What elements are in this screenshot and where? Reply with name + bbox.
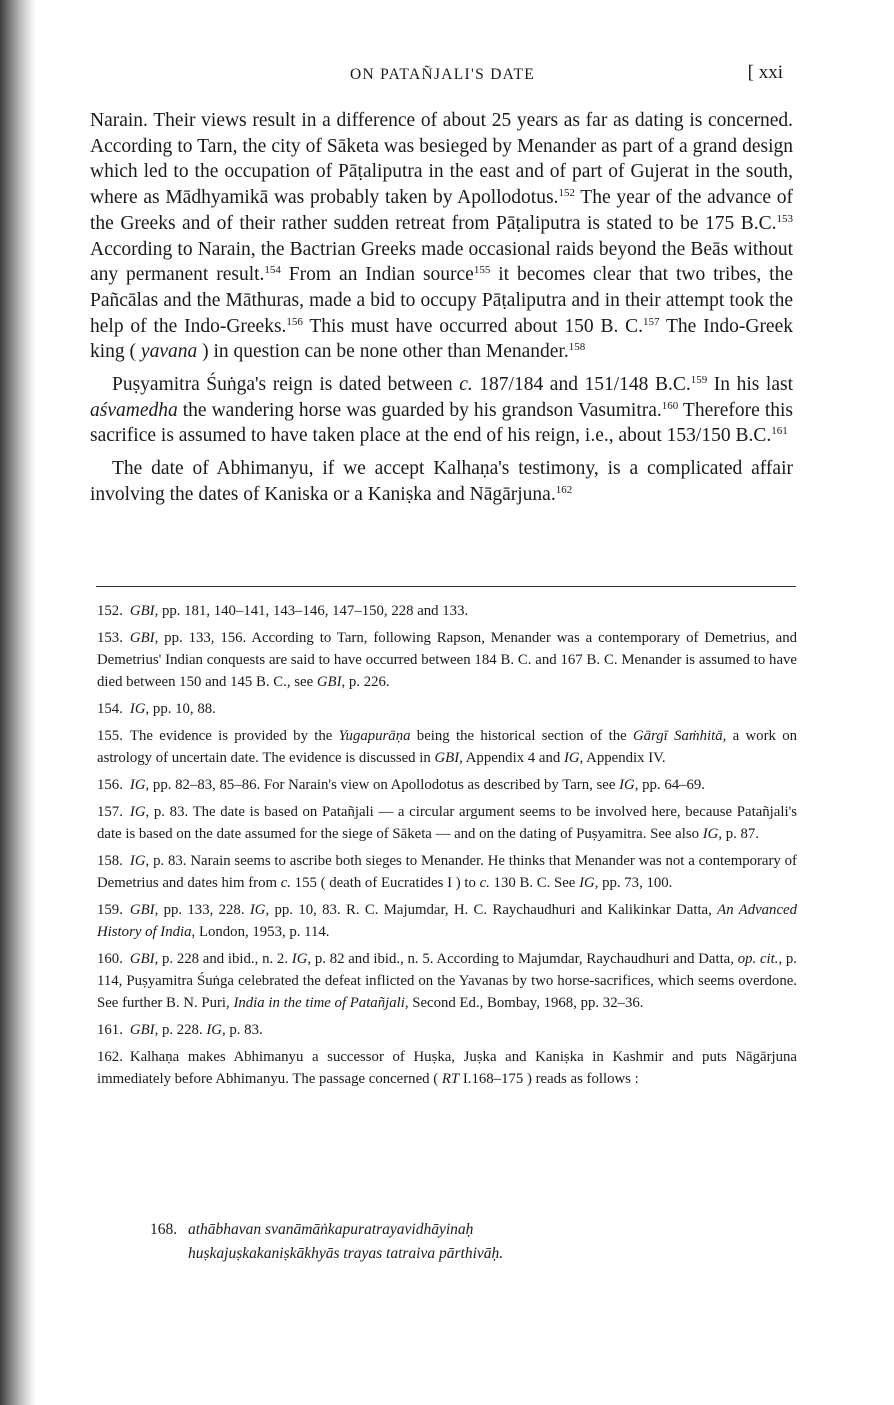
footnote — [97, 1019, 797, 1041]
footnote-reference[interactable]: 159 — [690, 374, 708, 387]
footnote — [97, 948, 797, 1014]
italic-text: c. — [280, 875, 291, 891]
footnote-number: 158. — [97, 853, 123, 869]
italic-text: op. cit. — [737, 951, 779, 967]
italic-text: GBI — [129, 902, 155, 918]
footnote-text: IG, p. 83. Narain seems to ascribe both sieges to Menander. He thinks that Menander was not a contemporary of Demetrius and dates him from c. 155 ( death of Eucratides I ) to c. 130 B. C. See IG, pp. 73, 100. — [97, 853, 797, 891]
italic-text: c. — [479, 875, 490, 891]
paragraph: The date of Abhimanyu, if we accept Kalhaṇa's testimony, is a complicated affair involving the dates of Kaniska or a Kaniṣka and Nāgārjuna.$^{162}$ — [90, 458, 793, 505]
footnote-number: 154. — [97, 701, 123, 717]
footnote-text: The evidence is provided by the Yugapurāṇa being the historical section of the Gārgī Saṁhitā, a work on astrology of uncertain date. The evidence is discussed in GBI, Appendix 4 and IG, Appendix IV. — [97, 728, 798, 766]
verse-number: 168. — [150, 1221, 178, 1238]
footnote-number: 161. — [97, 1022, 123, 1038]
footnote — [97, 600, 797, 622]
italic-text: Yugapurāṇa — [338, 728, 411, 744]
page-number: [ xxi — [747, 62, 783, 83]
italic-text: yavana — [140, 341, 198, 363]
italic-text: IG — [129, 701, 146, 717]
footnote-text: GBI, p. 228 and ibid., n. 2. IG, p. 82 and ibid., n. 5. According to Majumdar, Raychaudhuri and Datta, op. cit., p. 114, Puṣyamitra Śuṅga celebrated the defeat inflicted on the Yavanas by two horse-sacrifices, which seems overdone. See further B. N. Puri, India in the time of Patañjali, Second Ed., Bombay, 1968, pp. 32–36. — [97, 951, 797, 1011]
body-text — [90, 108, 793, 508]
italic-text: GBI — [434, 750, 460, 766]
footnote-number: 152. — [97, 603, 123, 619]
footnote — [97, 1046, 797, 1090]
italic-text: IG — [291, 951, 308, 967]
footnote-number: 155. — [97, 728, 123, 744]
footnote-number: 153. — [97, 630, 123, 646]
italic-text: RT — [441, 1071, 460, 1087]
footnote-number: 156. — [97, 777, 123, 793]
paragraph: Narain. Their views result in a difference of about 25 years as far as dating is concerned. According to Tarn, the city of Sāketa was besieged by Menander as part of a grand design which led to the occupation of Pāṭaliputra in the east and of part of Gujerat in the south, where as Mādhyamikā was probably taken by Apollodotus.$^{152}$ The year of the advance of the Greeks and of their rather sudden retreat from Pāṭaliputra is stated to be 175 B.C.$^{153}$ According to Narain, the Bactrian Greeks made occasional raids beyond the Beās without any permanent result.$^{154}$ From an Indian source$^{155}$ it becomes clear that two tribes, the Pañcālas and the Māthuras, made a bid to occupy Pāṭaliputra and in their attempt took the help of the Indo-Greeks.$^{156}$ This must have occurred about 150 B. C.$^{157}$ The Indo-Greek king ( yavana ) in question can be none other than Menander.$^{158}$ — [90, 110, 793, 363]
footnote-reference[interactable]: 157 — [643, 315, 660, 328]
verse-line: huṣkajuṣkakaniṣkākhyās trayas tatraiva pārthivāḥ. — [188, 1245, 504, 1262]
verse-text: athābhavan svanāmāṅkapuratrayavidhāyinaḥ — [188, 1221, 474, 1238]
italic-text: Gārgī Saṁhitā — [632, 728, 723, 744]
italic-text: IG — [702, 826, 719, 842]
footnote-text: GBI, pp. 181, 140–141, 143–146, 147–150, 228 and 133. — [129, 603, 469, 619]
footnote — [97, 698, 797, 720]
paragraph: Puṣyamitra Śuṅga's reign is dated between c. 187/184 and 151/148 B.C.$^{159}$ In his last aśvamedha the wandering horse was guarded by his grandson Vasumitra.$^{160}$ Therefore this sacrifice is assumed to have taken place at the end of his reign, i.e., about 153/150 B.C.$^{161}$ — [90, 374, 793, 447]
italic-text: IG — [206, 1022, 222, 1038]
footnote-text: GBI, p. 228. IG, p. 83. — [129, 1022, 263, 1038]
footnote-text: IG, p. 83. The date is based on Patañjali — a circular argument seems to be involved here, because Patañjali's date is based on the date assumed for the siege of Sāketa — and on the dating of Puṣyamitra. See also IG, p. 87. — [97, 804, 797, 842]
footnote-reference[interactable]: 155 — [473, 264, 491, 277]
verse-quotation — [150, 1218, 503, 1266]
italic-text: IG — [249, 902, 266, 918]
footnote-reference[interactable]: 154 — [264, 264, 281, 277]
footnote-number: 160. — [97, 951, 123, 967]
footnote-rule — [96, 586, 796, 587]
footnotes — [97, 600, 797, 1095]
italic-text: IG — [129, 804, 146, 820]
footnote — [97, 725, 797, 769]
footnote-reference[interactable]: 161 — [771, 425, 788, 438]
italic-text: GBI — [129, 603, 155, 619]
footnote — [97, 801, 797, 845]
footnote-number: 159. — [97, 902, 123, 918]
footnote — [97, 627, 797, 693]
footnote — [97, 899, 797, 943]
footnote-number: 162. — [97, 1049, 123, 1065]
running-title: ON PATAÑJALI'S DATE — [350, 66, 535, 83]
italic-text: GBI — [129, 1022, 155, 1038]
footnote — [97, 850, 797, 894]
footnote-reference[interactable]: 158 — [568, 341, 586, 354]
italic-text: GBI — [316, 674, 342, 690]
italic-text: India in the time of Patañjali — [233, 995, 405, 1011]
footnote-text: GBI, pp. 133, 228. IG, pp. 10, 83. R. C. Majumdar, H. C. Raychaudhuri and Kalikinkar Datta, An Advanced History of India, London, 1953, p. 114. — [97, 902, 797, 940]
italic-text: IG — [619, 777, 635, 793]
footnote — [97, 774, 797, 796]
footnote-reference[interactable]: 153 — [776, 212, 793, 225]
italic-text: GBI — [129, 630, 155, 646]
footnote-reference[interactable]: 160 — [661, 399, 679, 412]
italic-text: An Advanced History of India — [97, 902, 797, 940]
italic-text: IG — [129, 777, 146, 793]
footnote-text: IG, pp. 82–83, 85–86. For Narain's view on Apollodotus as described by Tarn, see IG, pp. 64–69. — [129, 777, 706, 793]
italic-text: IG — [579, 875, 595, 891]
italic-text: IG — [129, 853, 146, 869]
footnote-text: IG, pp. 10, 88. — [129, 701, 216, 717]
footnote-reference[interactable]: 162 — [555, 483, 573, 496]
italic-text: aśvamedha — [90, 399, 178, 421]
page-header — [90, 62, 795, 94]
verse-line — [150, 1218, 503, 1242]
italic-text: c. — [459, 374, 473, 396]
footnote-reference[interactable]: 152 — [558, 187, 575, 200]
italic-text: GBI — [129, 951, 155, 967]
footnote-number: 157. — [97, 804, 123, 820]
footnote-reference[interactable]: 156 — [286, 315, 303, 328]
book-spine-shadow — [0, 0, 36, 1405]
footnote-text: GBI, pp. 133, 156. According to Tarn, following Rapson, Menander was a contemporary of Demetrius, and Demetrius' Indian conquests are said to have occurred between 184 B. C. and 167 B. C. Menander is assumed to have died between 150 and 145 B. C., see GBI, p. 226. — [97, 630, 797, 690]
italic-text: IG — [563, 750, 580, 766]
footnote-text: Kalhaṇa makes Abhimanyu a successor of Huṣka, Juṣka and Kaniṣka in Kashmir and puts Nāgārjuna immediately before Abhimanyu. The passage concerned ( RT I.168–175 ) reads as follows : — [97, 1049, 797, 1087]
